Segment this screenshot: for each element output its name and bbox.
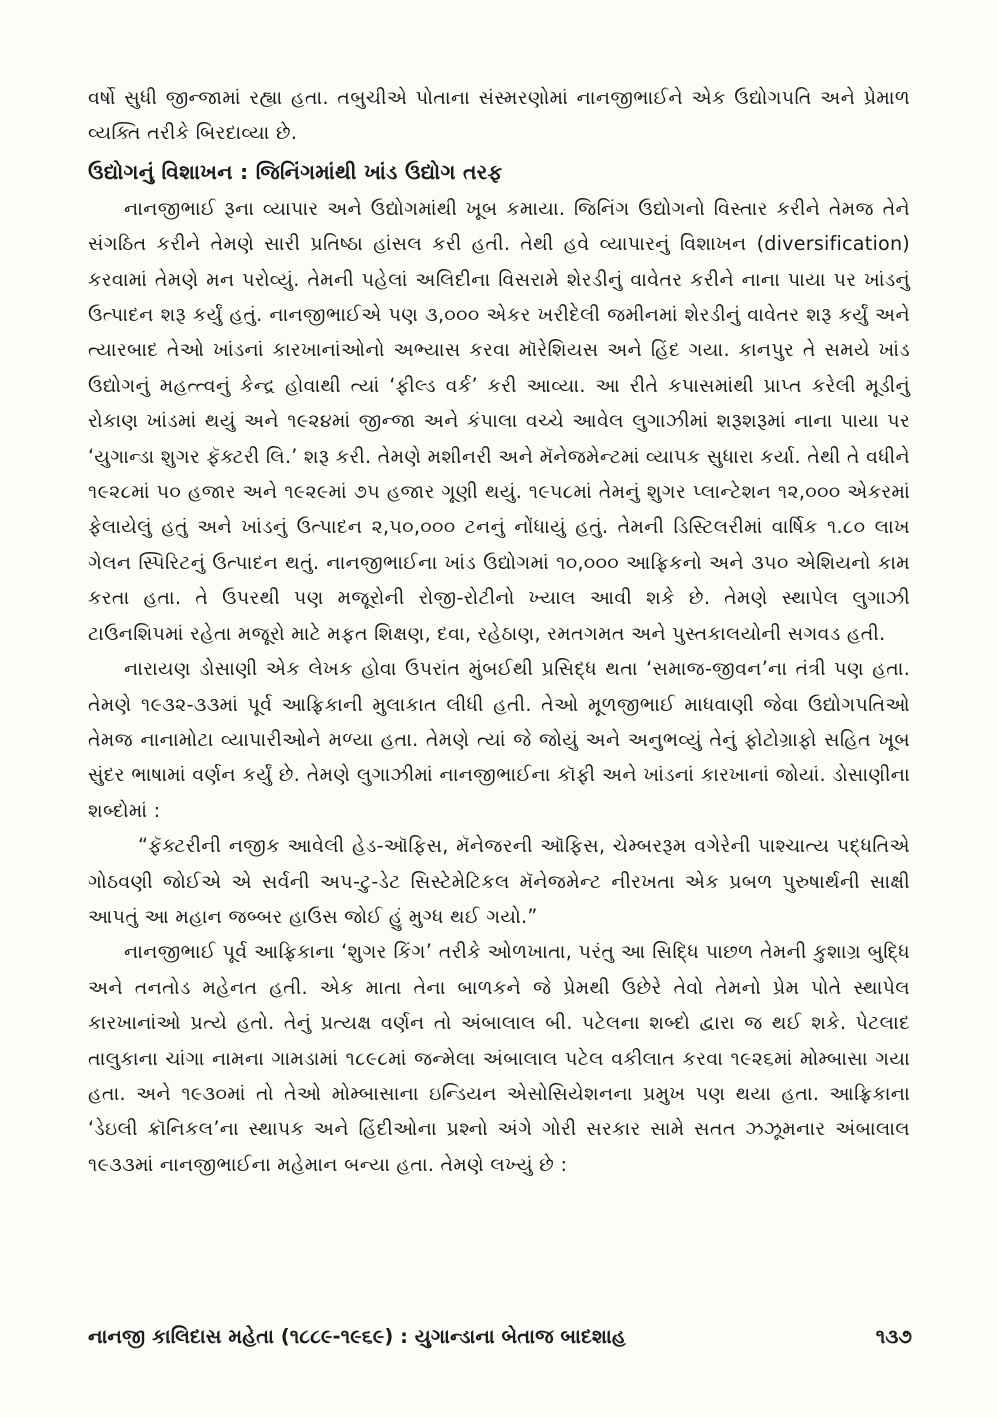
section-heading: ઉદ્યોગનું વિશાખન : જિનિંગમાંથી ખાંડ ઉદ્યોગ તરફ xyxy=(88,159,503,184)
page-number: ૧૩૭ xyxy=(875,1325,912,1348)
block-quote: “ફૅક્ટરીની નજીક આવેલી હેડ-ઑફિસ, મૅનેજરની ઑફિસ, ચેમ્બરરૂમ વગેરેની પાશ્ચાત્ય પદ્ધતિએ ગોઠવણી જોઈએ એ સર્વની અપ-ટુ-ડેટ સિસ્ટેમેટિકલ મૅનેજમેન્ટ નીરખતા એક પ્રબળ પુરુષાર્થની સાક્ષી આપતું આ મહાન જબ્બર હાઉસ જોઈ હું મુગ્ધ થઈ ગયો.” xyxy=(88,834,910,928)
paragraph-dosani-visit: નારાયણ ડોસાણી એક લેખક હોવા ઉપરાંત મુંબઈથી પ્રસિદ્ધ થતા ‘સમાજ-જીવન’ના તંત્રી પણ હતા. તેમણે ૧૯૩૨-૩૩માં પૂર્વ આફ્રિકાની મુલાકાત લીધી હતી. તેઓ મૂળજીભાઈ માધવાણી જેવા ઉદ્યોગપતિઓ તેમજ નાનામોટા વ્યાપારીઓને મળ્યા હતા. તેમણે ત્યાં જે જોયું અને અનુભવ્યું તેનું ફોટોગ્રાફો સહિત ખૂબ સુંદર ભાષામાં વર્ણન કર્યું છે. તેમણે લુગાઝીમાં નાનજીભાઈના કૉફી અને ખાંડનાં કારખાનાં જોયાં. ડોસાણીના શબ્દોમાં : xyxy=(88,657,910,822)
paragraph-sugar-industry: નાનજીભાઈ રૂના વ્યાપાર અને ઉદ્યોગમાંથી ખૂબ કમાયા. જિનિંગ ઉદ્યોગનો વિસ્તાર કરીને તેમજ તેને સંગઠિત કરીને તેમણે સારી પ્રતિષ્ઠા હાંસલ કરી હતી. તેથી હવે વ્યાપારનું વિશાખન (diversification) કરવામાં તેમણે મન પરોવ્યું. તેમની પહેલાં અલિદીના વિસરામે શેરડીનું વાવેતર કરીને નાના પાયા પર ખાંડનું ઉત્પાદન શરૂ કર્યું હતું. નાનજીભાઈએ પણ ૩,૦૦૦ એકર ખરીદેલી જમીનમાં શેરડીનું વાવેતર શરૂ કર્યું અને ત્યારબાદ તેઓ ખાંડનાં કારખાનાંઓનો અભ્યાસ કરવા મૉરેશિયસ અને હિંદ ગયા. કાનપુર તે સમયે ખાંડ ઉદ્યોગનું મહત્ત્વનું કેન્દ્ર હોવાથી ત્યાં ‘ફીલ્ડ વર્ક’ કરી આવ્યા. આ રીતે કપાસમાંથી પ્રાપ્ત કરેલી મૂડીનું રોકાણ ખાંડમાં થયું અને ૧૯૨૪માં જીન્જા અને કંપાલા વચ્ચે આવેલ લુગાઝીમાં શરૂશરૂમાં નાના પાયા પર ‘યુગાન્ડા શુગર ફૅક્ટરી લિ.’ શરૂ કરી. તેમણે મશીનરી અને મૅનેજમેન્ટમાં વ્યાપક સુધારા કર્યા. તેથી તે વધીને ૧૯૨૮માં ૫૦ હજાર અને ૧૯૨૯માં ૭૫ હજાર ગૂણી થયું. ૧૯૫૮માં તેમનું શુગર પ્લાન્ટેશન ૧૨,૦૦૦ એકરમાં ફેલાયેલું હતું અને ખાંડનું ઉત્પાદન ૨,૫૦,૦૦૦ ટનનું નોંધાયું હતું. તેમની ડિસ્ટિલરીમાં વાર્ષિક ૧.૮૦ લાખ ગેલન સ્પિરિટનું ઉત્પાદન થતું. નાનજીભાઈના ખાંડ ઉદ્યોગમાં ૧૦,૦૦૦ આફ્રિકનો અને ૩૫૦ એશિયનો કામ કરતા હતા. તે ઉપરથી પણ મજૂરોની રોજી-રોટીનો ખ્યાલ આવી શકે છે. તેમણે સ્થાપેલ લુગાઝી ટાઉનશિપમાં રહેતા મજૂરો માટે મફત શિક્ષણ, દવા, રહેઠાણ, રમતગમત અને પુસ્તકાલયોની સગવડ હતી. xyxy=(88,196,910,645)
paragraph-sugar-king: નાનજીભાઈ પૂર્વ આફ્રિકાના ‘શુગર કિંગ’ તરીકે ઓળખાતા, પરંતુ આ સિદ્ધિ પાછળ તેમની કુશાગ્ર બુદ્ધિ અને તનતોડ મહેનત હતી. એક માતા તેના બાળકને જે પ્રેમથી ઉછેરે તેવો તેમનો પ્રેમ પોતે સ્થાપેલ કારખાનાંઓ પ્રત્યે હતો. તેનું પ્રત્યક્ષ વર્ણન તો અંબાલાલ બી. પટેલના શબ્દો દ્વારા જ થઈ શકે. પેટલાદ તાલુકાના ચાંગા નામના ગામડામાં ૧૮૯૮માં જન્મેલા અંબાલાલ પટેલ વકીલાત કરવા ૧૯૨૬માં મોમ્બાસા ગયા હતા. અને ૧૯૩૦માં તો તેઓ મોમ્બાસાના ઇન્ડિયન એસોસિયેશનના પ્રમુખ પણ થયા હતા. આફ્રિકાના ‘ડેઇલી ક્રૉનિકલ’ના સ્થાપક અને હિંદીઓના પ્રશ્નો અંગે ગોરી સરકાર સામે સતત ઝઝૂમનાર અંબાલાલ ૧૯૩૩માં નાનજીભાઈના મહેમાન બન્યા હતા. તેમણે લખ્યું છે : xyxy=(88,940,910,1176)
running-title: નાનજી કાલિદાસ મહેતા (૧૮૮૯-૧૯૬૯) : યુગાન્ડાના બેતાજ બાદશાહ xyxy=(88,1325,626,1348)
paragraph-continued: વર્ષો સુધી જીન્જામાં રહ્યા હતા. તબુચીએ પોતાના સંસ્મરણોમાં નાનજીભાઈને એક ઉદ્યોગપતિ અને પ્રેમાળ વ્યક્તિ તરીકે બિરદાવ્યા છે. xyxy=(88,86,910,145)
page-footer xyxy=(88,1322,912,1352)
